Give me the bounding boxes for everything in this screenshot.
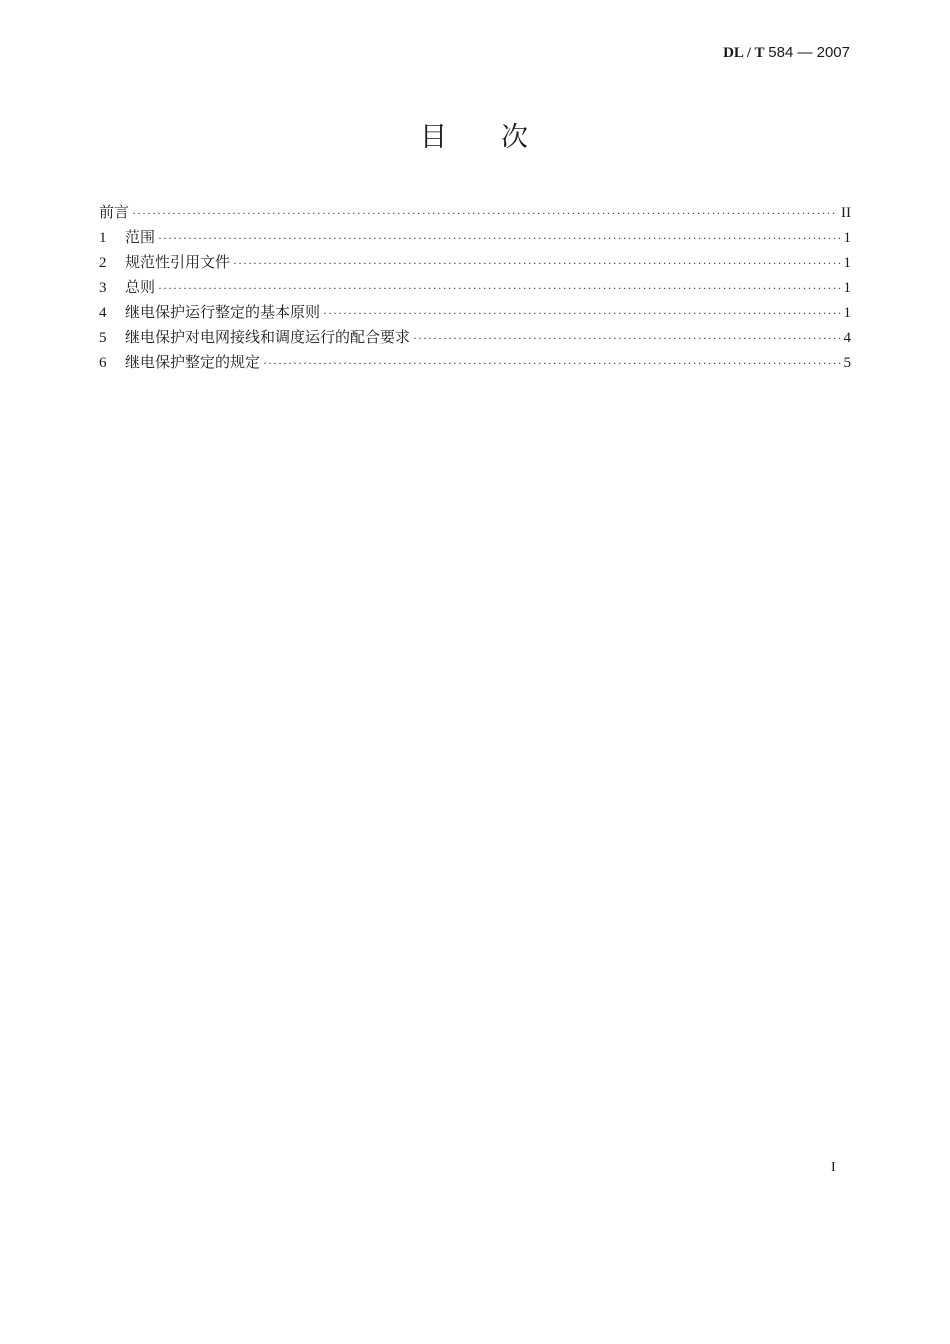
- toc-page-number: 1: [843, 255, 851, 271]
- toc-entry-label: 总则: [125, 278, 156, 296]
- toc-entry-label: 前言: [99, 203, 130, 221]
- toc-entry-3[interactable]: [99, 275, 851, 300]
- toc-page-number: 4: [843, 330, 851, 346]
- toc-entry-4[interactable]: [99, 300, 851, 325]
- title-char-2: 次: [501, 122, 530, 153]
- toc-page-number: 1: [843, 280, 851, 296]
- toc-section-number: 2: [99, 255, 107, 271]
- toc-section-number: 6: [99, 355, 107, 371]
- toc-section-number: 1: [99, 230, 107, 246]
- toc-entry-label: 范围: [125, 228, 156, 246]
- page-number: I: [831, 1160, 836, 1175]
- title-char-1: 目: [420, 122, 449, 153]
- toc-entry-preface[interactable]: [99, 200, 851, 225]
- standard-code-prefix: DL / T: [723, 45, 765, 61]
- toc-entry-label: 继电保护对电网接线和调度运行的配合要求: [125, 328, 411, 346]
- standard-code-number: 584 — 2007: [768, 44, 850, 61]
- toc-dot-leader: [158, 226, 840, 251]
- toc-page-number: 5: [843, 355, 851, 371]
- toc-dot-leader: [132, 201, 838, 226]
- toc-entry-2[interactable]: [99, 250, 851, 275]
- toc-entry-label: 继电保护运行整定的基本原则: [125, 303, 321, 321]
- toc-dot-leader: [263, 351, 840, 376]
- toc-entry-5[interactable]: [99, 325, 851, 350]
- toc-section-number: 5: [99, 330, 107, 346]
- toc-page-number: II: [841, 205, 851, 221]
- toc-entry-6[interactable]: [99, 350, 851, 375]
- toc-entry-label: 规范性引用文件: [125, 253, 231, 271]
- table-of-contents: [99, 200, 851, 375]
- toc-page-number: 1: [843, 305, 851, 321]
- toc-dot-leader: [323, 301, 840, 326]
- standard-code-header: [723, 43, 850, 63]
- toc-section-number: 3: [99, 280, 107, 296]
- page-title: [0, 118, 950, 158]
- toc-entry-1[interactable]: [99, 225, 851, 250]
- toc-entry-label: 继电保护整定的规定: [125, 353, 261, 371]
- toc-dot-leader: [158, 276, 840, 301]
- toc-dot-leader: [413, 326, 840, 351]
- toc-page-number: 1: [843, 230, 851, 246]
- toc-section-number: 4: [99, 305, 107, 321]
- toc-dot-leader: [233, 251, 840, 276]
